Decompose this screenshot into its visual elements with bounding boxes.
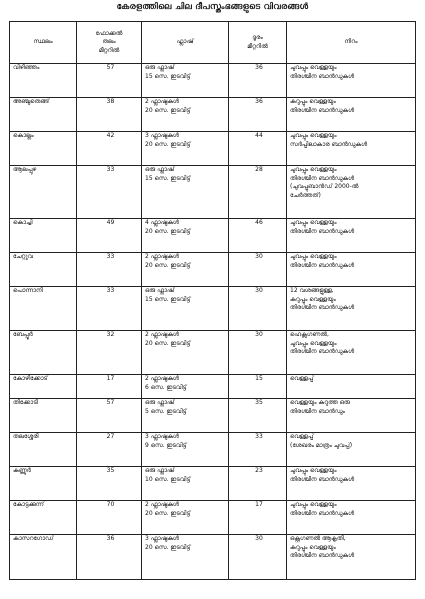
page-title: കേരളത്തിലെ ചില ദീപസ്തംഭങ്ങളുടെ വിവരങ്ങൾ (116, 2, 309, 12)
table-row (10, 467, 416, 501)
flash-line: ഒരു ഫ്ലാഷ് (145, 399, 175, 406)
table-row (10, 287, 416, 331)
flash-cell (142, 219, 229, 253)
flash-line: 3 ഫ്ലാഷുകൾ (145, 433, 179, 440)
range-cell: 15 (229, 375, 287, 399)
colour-line: തിരശ്ചീന ബാൻഡുകൾ (290, 174, 355, 182)
colour-cell (287, 98, 416, 132)
colour-line: ഒക്റ്റഗണൽ ആകൃതി, (290, 535, 346, 542)
range-cell: 30 (229, 535, 287, 580)
colour-line: തിരശ്ചീന ബാൻഡും (290, 407, 345, 415)
colour-line: ചുവപ്പും വെള്ളയും (290, 132, 337, 139)
table-row (10, 219, 416, 253)
header-flash: ഫ്ലാഷ് (142, 22, 229, 64)
colour-line: ചുവപ്പും വെള്ളയും (290, 219, 337, 226)
colour-line: ചുവപ്പും വെള്ളയും (290, 166, 337, 173)
colour-cell (287, 535, 416, 580)
colour-line: തിരശ്ചീന ബാൻഡുകൾ (290, 304, 355, 311)
table-row (10, 399, 416, 433)
flash-line: 2 ഫ്ലാഷുകൾ (145, 253, 179, 260)
range-cell: 36 (229, 64, 287, 98)
colour-line: തിരശ്ചീന ബാൻഡുകൾ (290, 509, 355, 517)
height-cell: 33 (77, 253, 142, 287)
height-cell: 49 (77, 219, 142, 253)
table-row (10, 501, 416, 535)
colour-line: വെള്ളപ്പ് (290, 433, 314, 440)
table-row (10, 375, 416, 399)
flash-line: 2 ഫ്ലാഷുകൾ (145, 98, 179, 105)
lighthouse-table (9, 21, 416, 580)
flash-line: 2 ഫ്ലാഷുകൾ (145, 375, 179, 382)
header-height-line: ഫോക്കൽ (95, 29, 123, 37)
colour-line: തിരശ്ചീന ബാൻഡുകൾ (290, 475, 355, 483)
height-cell: 57 (77, 64, 142, 98)
colour-line: ഹെക്സഗണൽ, (290, 331, 329, 338)
height-cell: 57 (77, 399, 142, 433)
height-cell: 36 (77, 535, 142, 580)
range-cell: 30 (229, 331, 287, 375)
colour-line: (ചുവപ്പുബാൻഡ് 2000-ൽ (290, 183, 359, 190)
table-row (10, 331, 416, 375)
colour-line: സർപ്പിലാകാര ബാൻഡുകൾ (290, 140, 368, 148)
table-row (10, 433, 416, 467)
place-cell: കൊല്ലം (10, 132, 77, 166)
colour-cell (287, 433, 416, 467)
table-row (10, 64, 416, 98)
flash-line: 15 സെ. ഇടവിട്ട് (145, 295, 191, 303)
height-cell: 38 (77, 98, 142, 132)
place-cell: ചേറ്റുവ (10, 253, 77, 287)
range-cell: 35 (229, 399, 287, 433)
flash-line: 20 സെ. ഇടവിട്ട് (145, 140, 191, 148)
height-cell: 70 (77, 501, 142, 535)
colour-line: ചുവപ്പും വെള്ളയും (290, 253, 337, 260)
place-cell: പൊന്നാനി (10, 287, 77, 331)
height-cell: 33 (77, 287, 142, 331)
colour-cell (287, 166, 416, 219)
flash-line: ഒരു ഫ്ലാഷ് (145, 467, 175, 474)
colour-line: വെള്ളയും കറുത്ത ഒരു (290, 399, 350, 406)
colour-line: ചുവപ്പും വെള്ളയും (290, 501, 337, 508)
flash-line: 20 സെ. ഇടവിട്ട് (145, 509, 191, 517)
colour-line: തിരശ്ചീന ബാൻഡുകൾ (290, 552, 355, 559)
flash-line: 5 സെ. ഇടവിട്ട് (145, 407, 187, 415)
colour-line: തിരശ്ചീന ബാൻഡുകൾ (290, 261, 355, 269)
colour-line: (ശേഖരം മാത്രം ചുവപ്പ്) (290, 441, 353, 449)
range-cell: 44 (229, 132, 287, 166)
flash-cell (142, 375, 229, 399)
flash-line: ഒരു ഫ്ലാഷ് (145, 64, 175, 71)
place-cell: കണ്ണൂർ (10, 467, 77, 501)
colour-cell (287, 467, 416, 501)
colour-line: 12 വശങ്ങളുള്ള, (290, 287, 334, 294)
header-range-line: മീറ്ററിൽ (247, 42, 268, 50)
flash-line: 3 ഫ്ലാഷുകൾ (145, 132, 179, 139)
colour-cell (287, 132, 416, 166)
range-cell: 28 (229, 166, 287, 219)
header-height-line: തലം (102, 38, 116, 46)
colour-line: ചേർത്തത്) (290, 191, 321, 199)
flash-cell (142, 132, 229, 166)
place-cell: ആലപ്പുഴ (10, 166, 77, 219)
colour-line: കറുപ്പും വെള്ളയും (290, 98, 336, 105)
flash-line: 20 സെ. ഇടവിട്ട് (145, 227, 191, 235)
header-row (10, 22, 416, 64)
flash-cell (142, 399, 229, 433)
flash-line: 10 സെ. ഇടവിട്ട് (145, 475, 191, 483)
flash-line: 3 ഫ്ലാഷുകൾ (145, 535, 179, 542)
colour-line: ചുവപ്പും വെള്ളയും (290, 339, 337, 347)
colour-cell (287, 501, 416, 535)
header-place: സ്ഥലം (10, 22, 77, 64)
flash-line: 2 ഫ്ലാഷുകൾ (145, 501, 179, 508)
flash-line: 9 സെ. ഇടവിട്ട് (145, 441, 187, 449)
flash-line: ഒരു ഫ്ലാഷ് (145, 166, 175, 173)
height-cell: 17 (77, 375, 142, 399)
range-cell: 46 (229, 219, 287, 253)
place-cell: കാസറഗോഡ് (10, 535, 77, 580)
flash-cell (142, 98, 229, 132)
colour-line: ചുവപ്പും വെള്ളയും (290, 64, 337, 71)
height-cell: 27 (77, 433, 142, 467)
colour-line: തിരശ്ചീന ബാൻഡുകൾ (290, 72, 355, 80)
table-row (10, 132, 416, 166)
colour-line: ചുവപ്പും വെള്ളയും (290, 467, 337, 474)
range-cell: 30 (229, 253, 287, 287)
colour-line: കറുപ്പും വെള്ളയും (290, 295, 336, 303)
flash-line: 20 സെ. ഇടവിട്ട് (145, 543, 191, 551)
range-cell: 30 (229, 287, 287, 331)
flash-line: 6 സെ. ഇടവിട്ട് (145, 383, 187, 391)
place-cell: കോഴിക്കോട് (10, 375, 77, 399)
header-range (229, 22, 287, 64)
header-colour: നിറം (287, 22, 416, 64)
colour-cell (287, 219, 416, 253)
place-cell: തിക്കോടി (10, 399, 77, 433)
header-height-line: മീറ്ററിൽ (98, 46, 120, 54)
place-cell: ബേപ്പൂർ (10, 331, 77, 375)
place-cell: അഞ്ചുതെങ്ങ് (10, 98, 77, 132)
flash-line: 15 സെ. ഇടവിട്ട് (145, 72, 191, 80)
height-cell: 35 (77, 467, 142, 501)
flash-line: ഒരു ഫ്ലാഷ് (145, 287, 175, 294)
header-range-line: ദൂരം (252, 34, 263, 41)
colour-line: വെള്ളപ്പ് (290, 375, 314, 382)
range-cell: 33 (229, 433, 287, 467)
range-cell: 17 (229, 501, 287, 535)
flash-cell (142, 433, 229, 467)
flash-line: 20 സെ. ഇടവിട്ട് (145, 261, 191, 269)
flash-cell (142, 535, 229, 580)
place-cell: കോട്ടക്കുന്ന് (10, 501, 77, 535)
height-cell: 42 (77, 132, 142, 166)
colour-cell (287, 375, 416, 399)
colour-cell (287, 331, 416, 375)
range-cell: 36 (229, 98, 287, 132)
table-row (10, 98, 416, 132)
flash-line: 15 സെ. ഇടവിട്ട് (145, 174, 191, 182)
range-cell: 23 (229, 467, 287, 501)
place-cell: തലശ്ശേരി (10, 433, 77, 467)
flash-cell (142, 501, 229, 535)
table-row (10, 535, 416, 580)
colour-cell (287, 399, 416, 433)
colour-cell (287, 253, 416, 287)
height-cell: 32 (77, 331, 142, 375)
flash-cell (142, 331, 229, 375)
table-row (10, 166, 416, 219)
table-row (10, 253, 416, 287)
flash-cell (142, 166, 229, 219)
colour-line: തിരശ്ചീന ബാൻഡുകൾ (290, 106, 355, 114)
flash-cell (142, 64, 229, 98)
flash-line: 20 സെ. ഇടവിട്ട് (145, 106, 191, 114)
place-cell: വിഴിഞ്ഞം (10, 64, 77, 98)
flash-cell (142, 467, 229, 501)
header-height (77, 22, 142, 64)
flash-line: 2 ഫ്ലാഷുകൾ (145, 331, 179, 338)
height-cell: 33 (77, 166, 142, 219)
place-cell: കൊച്ചി (10, 219, 77, 253)
flash-line: 20 സെ. ഇടവിട്ട് (145, 339, 191, 347)
colour-line: കറുപ്പും വെള്ളയും (290, 543, 336, 551)
colour-line: തിരശ്ചീന ബാൻഡുകൾ (290, 348, 355, 355)
colour-line: തിരശ്ചീന ബാൻഡുകൾ (290, 227, 355, 235)
flash-cell (142, 253, 229, 287)
flash-cell (142, 287, 229, 331)
colour-cell (287, 287, 416, 331)
flash-line: 4 ഫ്ലാഷുകൾ (145, 219, 179, 226)
colour-cell (287, 64, 416, 98)
